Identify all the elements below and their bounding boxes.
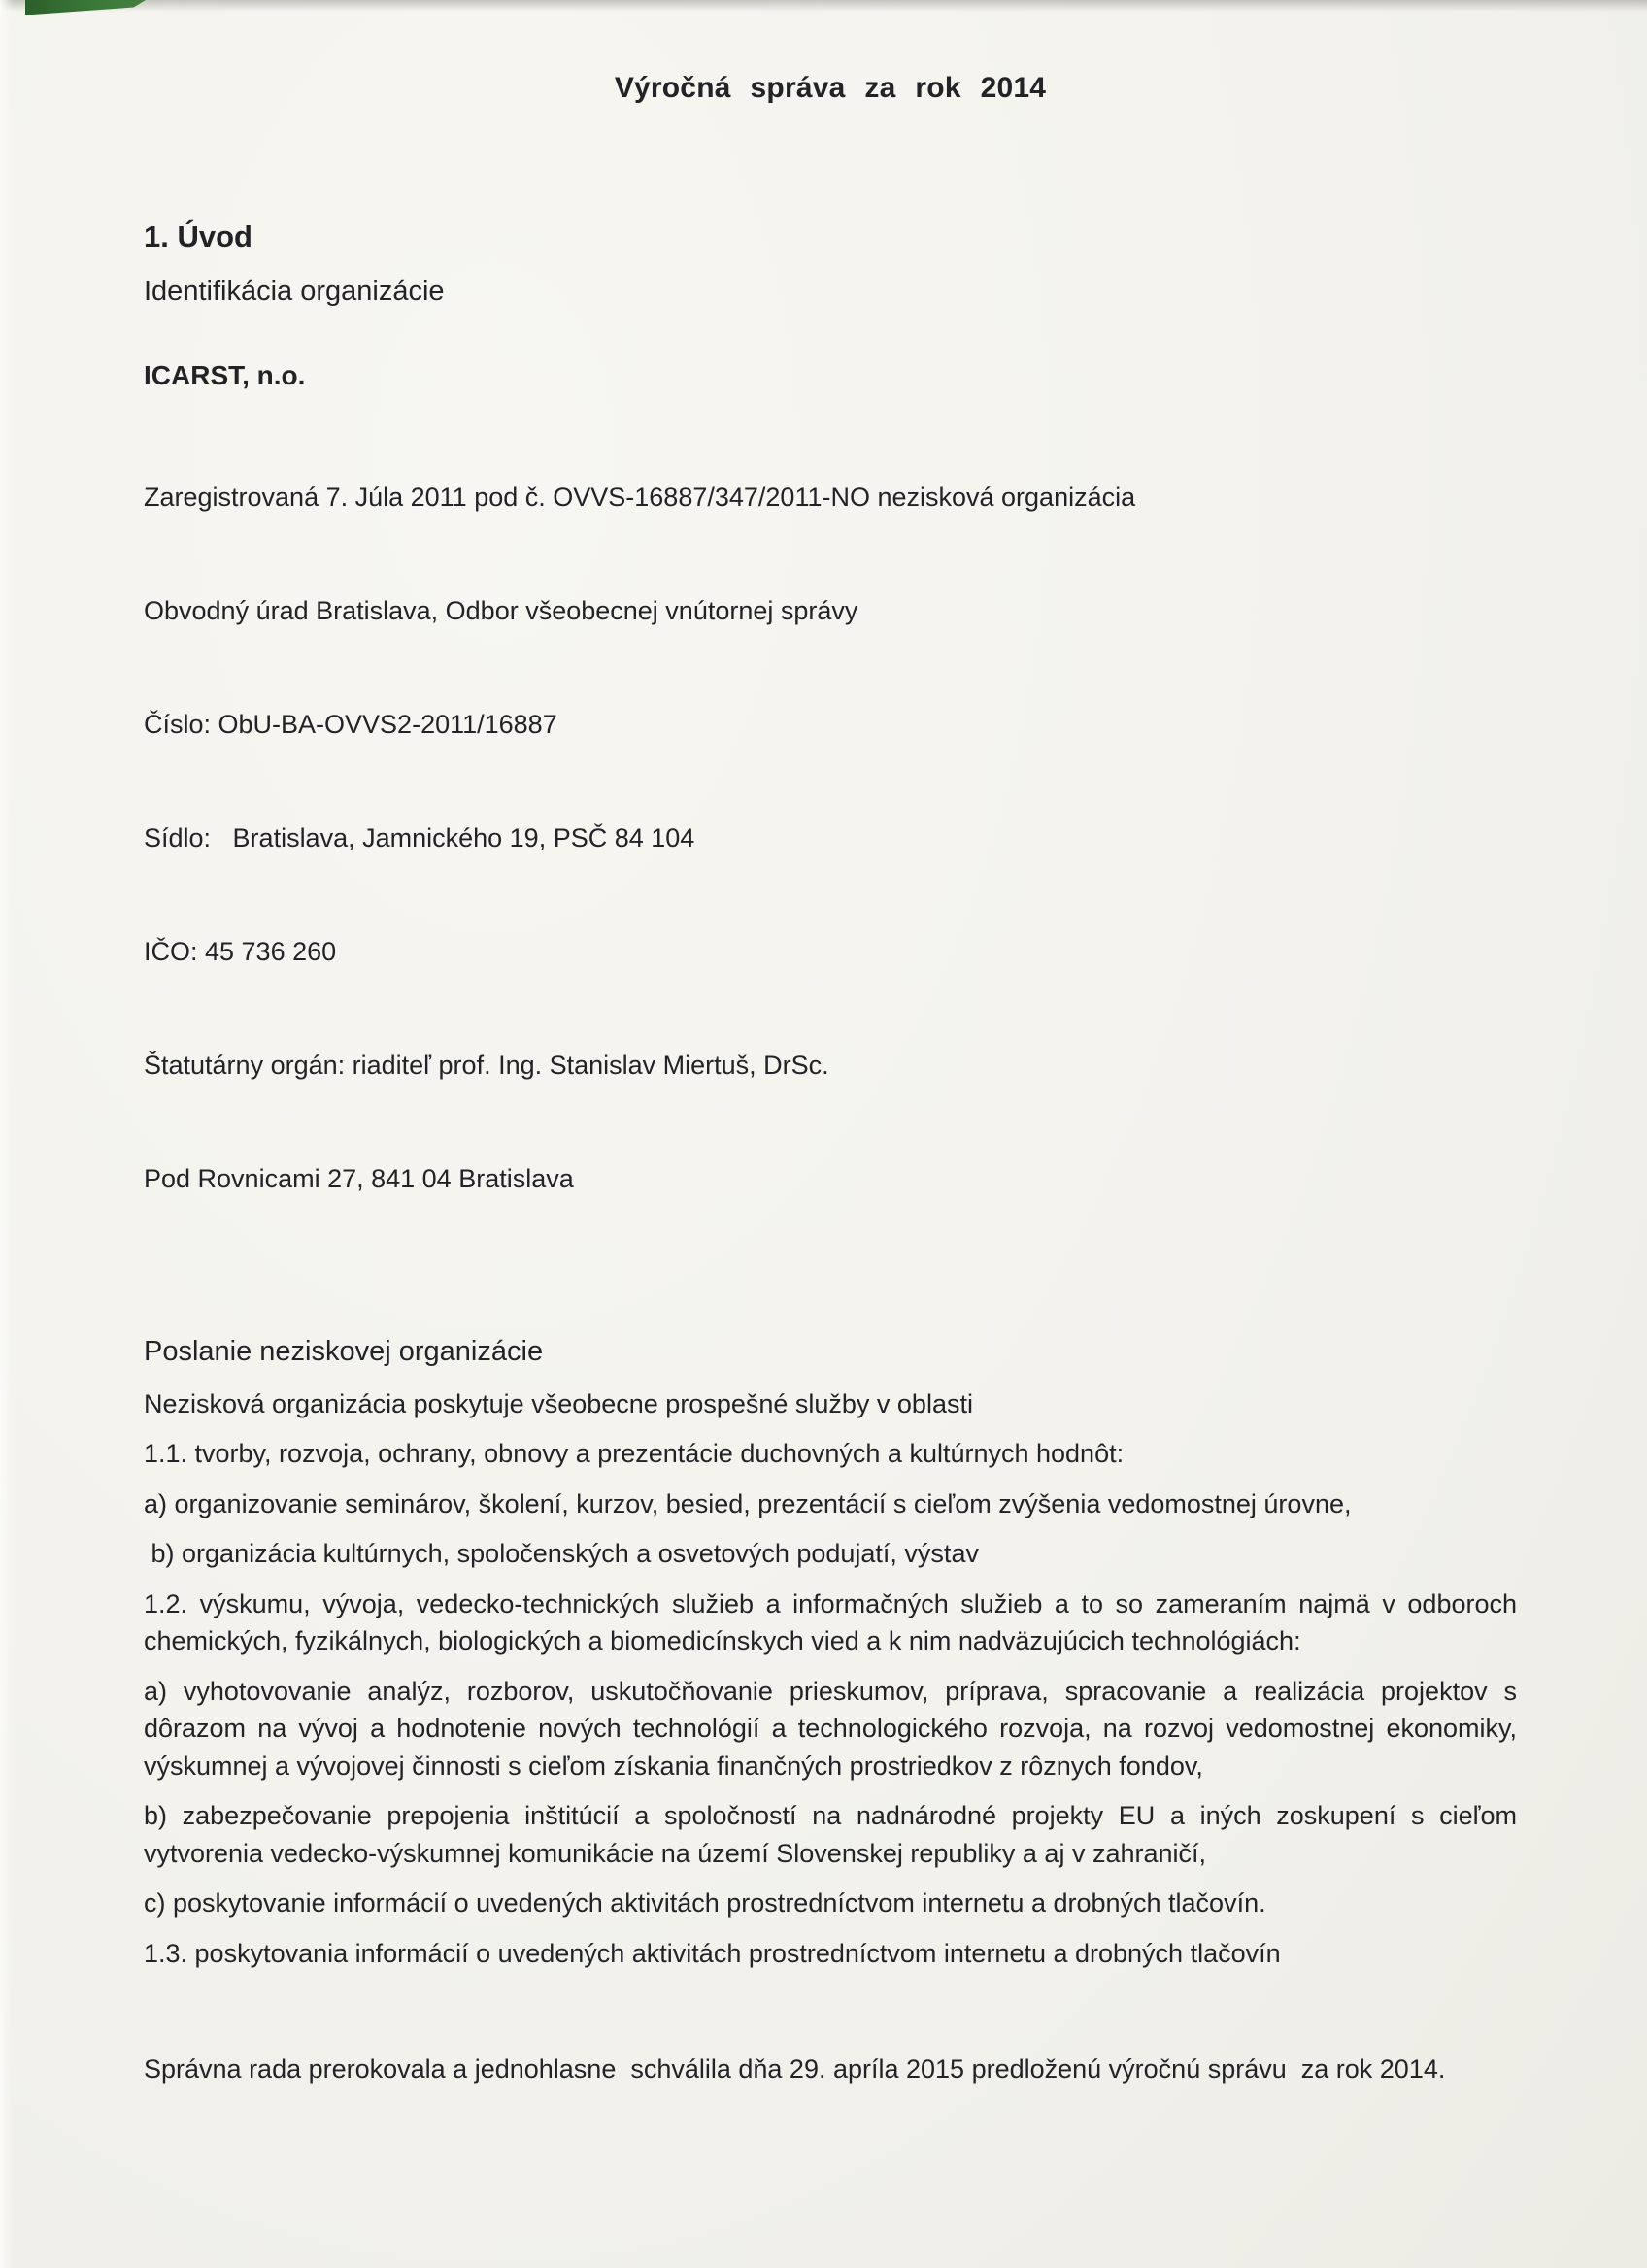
org-ico-line: IČO: 45 736 260 <box>144 937 337 966</box>
org-registration-line: Obvodný úrad Bratislava, Odbor všeobecnej vnútornej správy <box>144 596 858 625</box>
document-title: Výročná správa za rok 2014 <box>614 72 1047 104</box>
org-address-line: Sídlo: Bratislava, Jamnického 19, PSČ 84 104 <box>144 823 695 852</box>
mission-paragraph-1-2-c: c) poskytovanie informácií o uvedených aktivitách prostredníctvom internetu a drobných tlačovín. <box>144 1888 1266 1918</box>
organization-registration-block <box>144 403 1517 1274</box>
mission-intro: Nezisková organizácia poskytuje všeobecne prospešné služby v oblasti <box>144 1389 973 1418</box>
org-statutory-line: Štatutárny orgán: riaditeľ prof. Ing. Stanislav Miertuš, DrSc. <box>144 1051 829 1080</box>
mission-paragraph-1-2-b: b) zabezpečovanie prepojenia inštitúcií a spoločností na nadnárodné projekty EU a iných zoskupení s cieľom vytvorenia vedecko-výskumnej komunikácie na území Slovenskej republiky a aj v zahraničí, <box>144 1801 1525 1868</box>
mission-paragraph-1-1-b: b) organizácia kultúrnych, spoločenských a osvetových podujatí, výstav <box>144 1539 979 1568</box>
org-number-line: Číslo: ObU-BA-OVVS2-2011/16887 <box>144 710 557 739</box>
mission-paragraph-1-1-a: a) organizovanie seminárov, školení, kurzov, besied, prezentácií s cieľom zvýšenia vedomostnej úrovne, <box>144 1488 1352 1518</box>
mission-paragraph-1-2: 1.2. výskumu, vývoja, vedecko-technických služieb a informačných služieb a to so zameraním najmä v odboroch chemických, fyzikálnych, biologických a biomedicínskych vied a k nim nadväzujúcich technológiách: <box>144 1588 1525 1655</box>
section-subheading-identifikacia: Identifikácia organizácie <box>144 276 445 307</box>
mission-paragraph-1-3: 1.3. poskytovania informácií o uvedených aktivitách prostredníctvom internetu a drobných tlačovín <box>144 1938 1281 1968</box>
section-heading-uvod: 1. Úvod <box>144 219 252 253</box>
mission-paragraph-1-2-a: a) vyhotovovanie analýz, rozborov, uskutočňovanie prieskumov, príprava, spracovanie a realizácia projektov s dôrazom na vývoj a hodnotenie nových technológií a technologického rozvoja, na rozvoj vedomostnej ekonomiky, výskumnej a vývojovej činnosti s cieľom získania finančných prostriedkov z rôznych fondov, <box>144 1676 1525 1781</box>
org-director-address-line: Pod Rovnicami 27, 841 04 Bratislava <box>144 1164 574 1193</box>
closing-paragraph: Správna rada prerokovala a jednohlasne schválila dňa 29. apríla 2015 predloženú výročnú správu za rok 2014. <box>144 2054 1446 2084</box>
section-heading-poslanie: Poslanie neziskovej organizácie <box>144 1336 544 1367</box>
org-registration-line: Zaregistrovaná 7. Júla 2011 pod č. OVVS-16887/347/2011-NO nezisková organizácia <box>144 483 1136 512</box>
mission-paragraph-1-1: 1.1. tvorby, rozvoja, ochrany, obnovy a prezentácie duchovných a kultúrnych hodnôt: <box>144 1439 1125 1468</box>
organization-name: ICARST, n.o. <box>144 360 306 390</box>
